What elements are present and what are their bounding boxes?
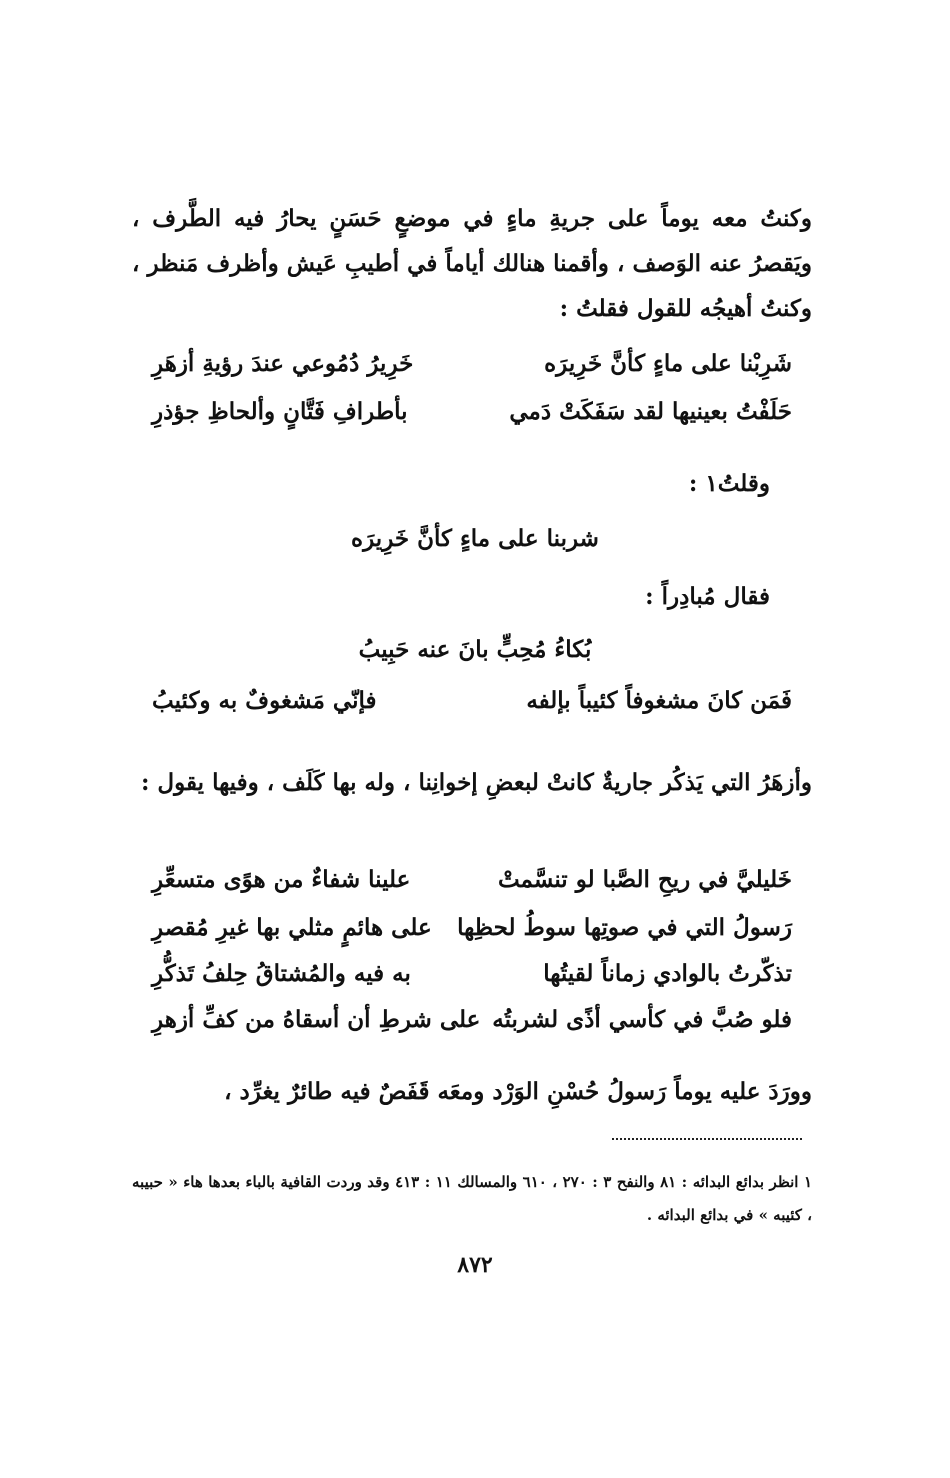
hemistich-second: على شرطِ أن أسقاهُ من كفِّ أزهرِ	[152, 1006, 481, 1033]
verse-line	[152, 1006, 792, 1050]
paragraph-azhar: وأزهَرُ التي يَذكُر جاريةٌ كانتْ لبعضِ إخوانِنا ، وله بها كَلَف ، وفيها يقول :	[140, 769, 812, 796]
hemistich-second: بأطرافِ فَتَّانٍ وألحاظِ جؤذرِ	[152, 398, 408, 425]
page-number: ٨٧٢	[457, 1252, 493, 1278]
footnote: ١ انظر بدائع البدائه : ٨١ والنفح ٣ : ٢٧٠ ، ٦١٠ والمسالك ١١ : ٤١٣ وقد وردت القافية بالباء بعدها هاء « حبيبه ، كئيبه » في بدائع البدائه .	[132, 1173, 813, 1224]
hemistich-first: شَرِبْنا على ماءٍ كأنَّ خَرِيرَه	[544, 350, 792, 377]
hemistich-second: خَرِيرُ دُمُوعي عندَ رؤيةِ أزهَرِ	[152, 350, 414, 377]
hemistich-first: رَسولُ التي في صوتِها سوطُ لحظِها	[457, 914, 792, 941]
hemistich-first: حَلَفْتُ بعينيها لقد سَفَكَتْ دَمي	[509, 398, 792, 425]
paragraph-ward: وورَدَ عليه يوماً رَسولُ حُسْنِ الوَرْد ومعَه قَفَصٌ فيه طائرٌ يغرِّد ،	[224, 1078, 812, 1105]
hemistich-second: به فيه والمُشتاقُ حِلفُ تَذكُّرِ	[152, 960, 411, 987]
hemistich-first: خَليليَّ في ريحِ الصَّبا لو تنسَّمتْ	[497, 866, 792, 893]
hemistich-first: فلو صُبَّ في كأسي أذًى لشربتُه	[492, 1006, 792, 1033]
hemistich-second: فإنّي مَشغوفٌ به وكئيبُ	[152, 687, 377, 714]
verse-line	[152, 398, 792, 442]
hemistich-second: على هائمٍ مثلي بها غيرِ مُقصرِ	[152, 914, 432, 941]
hemistich-first: فَمَن كانَ مشغوفاً كئيباً بإلفه	[526, 687, 792, 714]
verse-line	[152, 866, 792, 910]
footnote-divider	[612, 1138, 802, 1140]
hemistich-first: تذكّرتُ بالوادي زماناً لقيتُها	[543, 960, 792, 987]
single-verse: شربنا على ماءٍ كأنَّ خَرِيرَه	[351, 525, 599, 552]
wa-qultu-line: وقلتُ١ :	[688, 470, 770, 497]
verse-centered: بُكاءُ مُحِبٍّ بانَ عنه حَبِيبُ	[358, 636, 592, 663]
faqala-line: فقال مُبادِراً :	[645, 583, 770, 610]
verse-line	[152, 350, 792, 394]
paragraph-intro: وكنتُ معه يوماً على جريةِ ماءٍ في موضعٍ حَسَنٍ يحارُ فيه الطَّرف ، ويَقصرُ عنه الوَصف ، وأقمنا هنالك أياماً في أطيبِ عَيش وأظرف مَنظر ، وكنتُ أهيجُه للقول فقلتُ :	[132, 205, 812, 322]
verse-line	[152, 960, 792, 1004]
verse-line	[152, 914, 792, 958]
verse-line	[152, 687, 792, 731]
hemistich-second: علينا شفاءٌ من هوًى متسعِّرِ	[152, 866, 411, 893]
